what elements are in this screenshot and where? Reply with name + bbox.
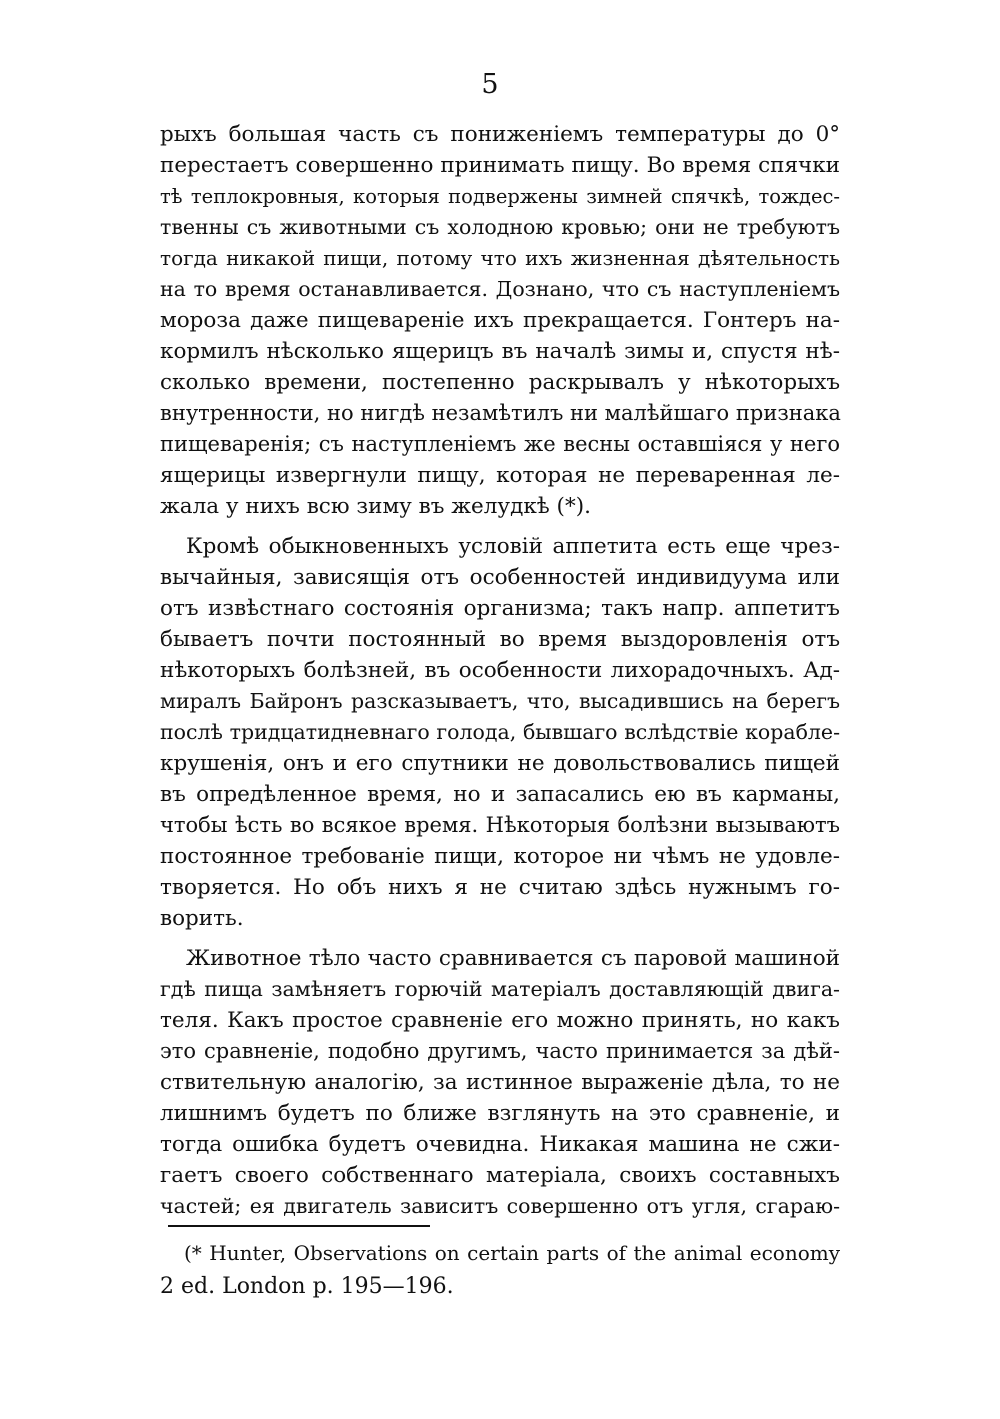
text-line: пищеваренія; съ наступленіемъ же весны оставшіяся у него <box>160 432 840 456</box>
paragraph-3 <box>160 943 840 1222</box>
text-line: Кромѣ обыкновенныхъ условій аппетита есть еще чрез- <box>186 534 840 559</box>
text-line: жала у нихъ всю зиму въ желудкѣ (*). <box>160 494 591 519</box>
text-line: гдѣ пища замѣняетъ горючій матеріалъ доставляющій двига- <box>160 977 840 1001</box>
footnote-line: (* Hunter, Observations on certain parts of the animal economy <box>184 1241 840 1265</box>
text-line: лишнимъ будетъ по ближе взглянуть на это сравненіе, и <box>160 1101 840 1126</box>
text-line: это сравненіе, подобно другимъ, часто принимается за дѣй- <box>160 1039 840 1063</box>
text-line: гаетъ своего собственнаго матеріала, своихъ составныхъ <box>160 1163 840 1188</box>
text-line: творяется. Но объ нихъ я не считаю здѣсь нужнымъ го- <box>160 875 840 900</box>
text-line: въ опредѣленное время, но и запасались ею въ карманы, <box>160 782 840 807</box>
text-line: сколько времени, постепенно раскрывалъ у нѣкоторыхъ <box>160 370 840 395</box>
footnote-line: 2 ed. London p. 195—196. <box>160 1274 454 1299</box>
paragraph-2 <box>160 531 840 934</box>
text-line: твенны съ животными съ холодною кровью; они не требуютъ <box>160 215 840 239</box>
text-line: послѣ тридцатидневнаго голода, бывшаго вслѣдствіе корабле- <box>160 720 840 744</box>
paragraph-1 <box>160 119 840 522</box>
page-number: 5 <box>481 69 499 100</box>
text-line: ящерицы извергнули пищу, которая не переваренная ле- <box>160 463 840 488</box>
text-line: тѣ теплокровныя, которыя подвержены зимней спячкѣ, тождес- <box>160 185 840 208</box>
text-line: бываетъ почти постоянный во время выздоровленія отъ <box>160 627 840 652</box>
text-line: тогда никакой пищи, потому что ихъ жизненная дѣятельность <box>160 246 840 270</box>
text-line: частей; ея двигатель зависитъ совершенно отъ угля, сгараю- <box>160 1194 840 1218</box>
text-line: на то время останавливается. Дознано, что съ наступленіемъ <box>160 277 840 301</box>
text-line: рыхъ большая часть съ пониженіемъ температуры до 0° <box>160 122 840 147</box>
body-text <box>160 119 840 1222</box>
text-line: чтобы ѣсть во всякое время. Нѣкоторыя болѣзни вызываютъ <box>160 813 840 837</box>
text-line: перестаетъ совершенно принимать пищу. Во время спячки <box>160 153 840 178</box>
text-line: миралъ Байронъ разсказываетъ, что, высадившись на берегъ <box>160 689 840 713</box>
text-line: нѣкоторыхъ болѣзней, въ особенности лихорадочныхъ. Ад- <box>160 658 840 683</box>
text-line: внутренности, но нигдѣ незамѣтилъ ни малѣйшаго признака <box>160 401 841 425</box>
text-line: крушенія, онъ и его спутники не довольствовались пищей <box>160 751 840 776</box>
text-line: тогда ошибка будетъ очевидна. Никакая машина не сжи- <box>160 1132 840 1157</box>
footnote <box>160 1237 840 1303</box>
paragraph-gap <box>160 522 840 531</box>
text-line: Животное тѣло часто сравнивается съ паровой машиной <box>186 946 840 971</box>
text-line: ворить. <box>160 906 244 931</box>
text-line: мороза даже пищевареніе ихъ прекращается. Гонтеръ на- <box>160 308 840 333</box>
text-line: вычайныя, зависящія отъ особенностей индивидуума или <box>160 565 840 590</box>
footnote-divider <box>168 1225 430 1227</box>
text-line: теля. Какъ простое сравненіе его можно принять, но какъ <box>160 1008 840 1033</box>
text-line: постоянное требованіе пищи, которое ни чѣмъ не удовле- <box>160 844 840 869</box>
text-line: ствительную аналогію, за истинное выраженіе дѣла, то не <box>160 1070 840 1095</box>
paragraph-gap <box>160 934 840 943</box>
text-line: отъ извѣстнаго состоянія организма; такъ напр. аппетитъ <box>160 596 840 621</box>
text-line: кормилъ нѣсколько ящерицъ въ началѣ зимы и, спустя нѣ- <box>160 339 840 364</box>
